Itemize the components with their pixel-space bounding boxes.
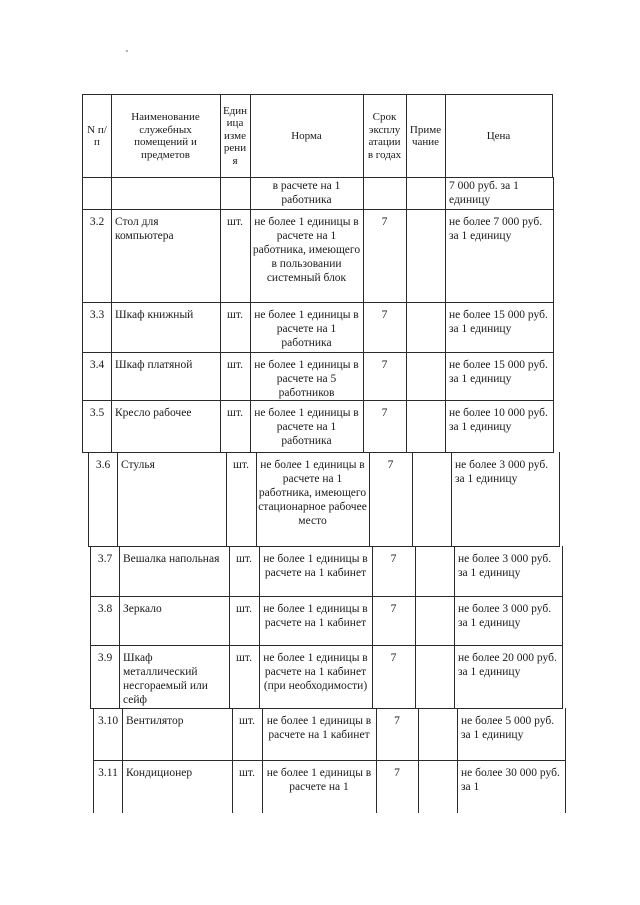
- cell-price: не более 30 000 руб. за 1: [457, 760, 566, 813]
- cell-num: 3.4: [82, 352, 112, 401]
- cell-num: 3.9: [90, 645, 120, 709]
- cell-name: Шкаф платяной: [111, 352, 221, 401]
- cell-num: [82, 177, 112, 210]
- cell-note: [406, 302, 446, 353]
- cell-num: 3.3: [82, 302, 112, 353]
- cell-name: Кресло рабочее: [111, 400, 221, 453]
- cell-note: [415, 596, 455, 646]
- cell-term: 7: [363, 352, 407, 401]
- cell-unit: шт.: [220, 352, 251, 401]
- header-price: Цена: [445, 94, 553, 178]
- cell-num: 3.10: [93, 708, 123, 761]
- cell-name: Шкаф металлический несгораемый или сейф: [119, 645, 230, 709]
- cell-note: [415, 546, 455, 597]
- cell-term: 7: [376, 760, 419, 813]
- cell-norm: не более 1 единицы в расчете на 1 работника, имеющего в пользовании системный блок: [250, 209, 364, 303]
- cell-norm: не более 1 единицы в расчете на 1 кабинет: [259, 546, 373, 597]
- cell-price: не более 15 000 руб. за 1 единицу: [445, 352, 554, 401]
- cell-note: [406, 352, 446, 401]
- header-num: N п/п: [82, 94, 112, 178]
- cell-norm: не более 1 единицы в расчете на 5 работников: [250, 352, 364, 401]
- cell-unit: [220, 177, 251, 210]
- cell-price: не более 5 000 руб. за 1 единицу: [457, 708, 566, 761]
- cell-price: не более 3 000 руб. за 1 единицу: [454, 596, 563, 646]
- cell-name: Вентилятор: [122, 708, 233, 761]
- cell-note: [418, 760, 458, 813]
- cell-unit: шт.: [220, 209, 251, 303]
- cell-term: 7: [369, 452, 413, 547]
- cell-unit: шт.: [229, 546, 260, 597]
- cell-note: [406, 400, 446, 453]
- cell-term: [363, 177, 407, 210]
- cell-unit: шт.: [229, 645, 260, 709]
- cell-name: Зеркало: [119, 596, 230, 646]
- cell-price: не более 10 000 руб. за 1 единицу: [445, 400, 554, 453]
- cell-norm: не более 1 единицы в расчете на 1 кабинет: [259, 596, 373, 646]
- cell-norm: не более 1 единицы в расчете на 1 кабинет: [262, 708, 377, 761]
- cell-norm: не более 1 единицы в расчете на 1 кабинет (при необходимости): [259, 645, 373, 709]
- cell-name: Стол для компьютера: [111, 209, 221, 303]
- cell-norm: в расчете на 1 работника: [250, 177, 364, 210]
- cell-norm: не более 1 единицы в расчете на 1 работника: [250, 302, 364, 353]
- cell-note: [406, 177, 446, 210]
- cell-term: 7: [372, 546, 416, 597]
- cell-price: не более 20 000 руб. за 1 единицу: [454, 645, 563, 709]
- cell-unit: шт.: [220, 302, 251, 353]
- cell-price: не более 3 000 руб. за 1 единицу: [454, 546, 563, 597]
- cell-name: Вешалка напольная: [119, 546, 230, 597]
- cell-note: [415, 645, 455, 709]
- cell-unit: шт.: [232, 760, 263, 813]
- cell-term: 7: [363, 302, 407, 353]
- cell-term: 7: [372, 596, 416, 646]
- cell-name: Стулья: [117, 452, 227, 547]
- cell-norm: не более 1 единицы в расчете на 1 работника: [250, 400, 364, 453]
- header-note: Приме чание: [406, 94, 446, 178]
- cell-name: [111, 177, 221, 210]
- cell-note: [418, 708, 458, 761]
- cell-num: 3.11: [93, 760, 123, 813]
- cell-term: 7: [363, 209, 407, 303]
- cell-price: 7 000 руб. за 1 единицу: [445, 177, 554, 210]
- cell-note: [406, 209, 446, 303]
- cell-norm: не более 1 единицы в расчете на 1 работника, имеющего стационарное рабочее место: [256, 452, 370, 547]
- cell-unit: шт.: [229, 596, 260, 646]
- cell-price: не более 7 000 руб. за 1 единицу: [445, 209, 554, 303]
- cell-num: 3.2: [82, 209, 112, 303]
- cell-name: Шкаф книжный: [111, 302, 221, 353]
- cell-price: не более 3 000 руб. за 1 единицу: [451, 452, 560, 547]
- cell-term: 7: [376, 708, 419, 761]
- header-norm: Норма: [250, 94, 364, 178]
- cell-term: 7: [363, 400, 407, 453]
- cell-norm: не более 1 единицы в расчете на 1: [262, 760, 377, 813]
- cell-note: [412, 452, 452, 547]
- header-unit: Един ица изме рени я: [220, 94, 251, 178]
- cell-num: 3.5: [82, 400, 112, 453]
- cell-unit: шт.: [220, 400, 251, 453]
- header-term: Срок эксплу атации в годах: [363, 94, 407, 178]
- cell-term: 7: [372, 645, 416, 709]
- cell-num: 3.7: [90, 546, 120, 597]
- cell-unit: шт.: [226, 452, 257, 547]
- cell-name: Кондиционер: [122, 760, 233, 813]
- cell-num: 3.6: [88, 452, 118, 547]
- cell-num: 3.8: [90, 596, 120, 646]
- cell-price: не более 15 000 руб. за 1 единицу: [445, 302, 554, 353]
- cell-unit: шт.: [232, 708, 263, 761]
- header-name: Наименование служебных помещений и предметов: [111, 94, 221, 178]
